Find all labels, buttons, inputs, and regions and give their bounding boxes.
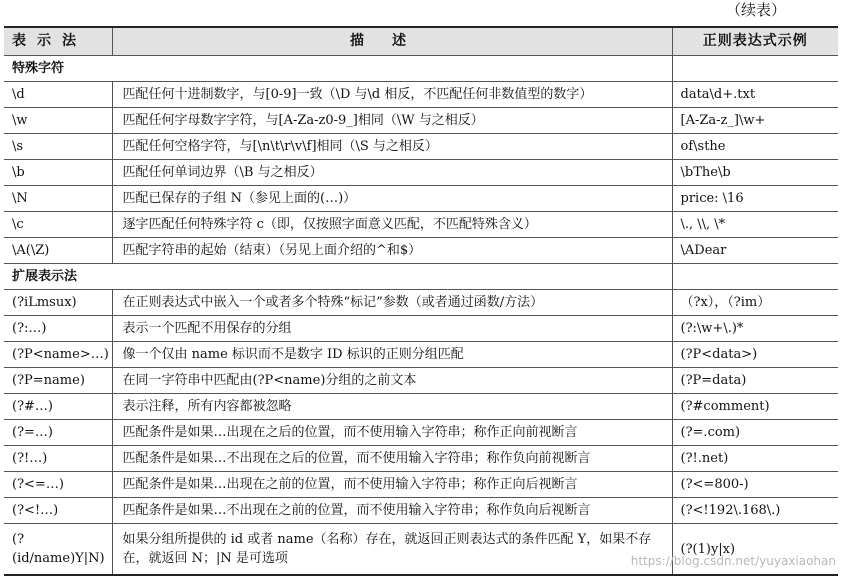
section-title-special: 特殊字符: [4, 56, 672, 82]
example-cell: of\sthe: [672, 134, 838, 160]
notation-cell: (?#…): [4, 394, 112, 420]
description-cell: 逐字匹配任何特殊字符 c（即，仅按照字面意义匹配，不匹配特殊含义）: [112, 212, 672, 238]
table-row: [4, 160, 838, 186]
header-example: 正则表达式示例: [672, 27, 838, 56]
table-row: [4, 368, 838, 394]
notation-cell: \b: [4, 160, 112, 186]
description-cell: 像一个仅由 name 标识而不是数字 ID 标识的正则分组匹配: [112, 342, 672, 368]
description-cell: 匹配条件是如果…出现在之前的位置，而不使用输入字符串；称作正向后视断言: [112, 472, 672, 498]
notation-cell: \c: [4, 212, 112, 238]
description-cell: 在同一字符串中匹配由(?P<name)分组的之前文本: [112, 368, 672, 394]
table-row: [4, 446, 838, 472]
description-cell: 匹配已保存的子组 N（参见上面的(…)）: [112, 186, 672, 212]
notation-cell: \N: [4, 186, 112, 212]
table-row: [4, 420, 838, 446]
section-row-extension: [4, 264, 838, 290]
example-cell: (?:\w+\.)*: [672, 316, 838, 342]
notation-cell: \A(\Z): [4, 238, 112, 264]
example-cell: \., \\, \*: [672, 212, 838, 238]
continued-label: （续表）: [725, 1, 786, 19]
example-cell: [A-Za-z_]\w+: [672, 108, 838, 134]
description-cell: 在正则表达式中嵌入一个或者多个特殊“标记”参数（或者通过函数/方法）: [112, 290, 672, 316]
table-header-row: [4, 27, 838, 56]
description-cell: 匹配条件是如果…出现在之后的位置，而不使用输入字符串；称作正向前视断言: [112, 420, 672, 446]
description-cell: 匹配任何字母数字字符，与[A-Za-z0-9_]相同（\W 与之相反）: [112, 108, 672, 134]
header-description: 描述: [112, 27, 672, 56]
description-cell: 如果分组所提供的 id 或者 name（名称）存在，就返回正则表达式的条件匹配 Y，如果不存在，就返回 N；|N 是可选项: [112, 524, 672, 576]
notation-cell: (?P=name): [4, 368, 112, 394]
example-cell: price: \16: [672, 186, 838, 212]
description-cell: 匹配条件是如果…不出现在之前的位置，而不使用输入字符串；称作负向后视断言: [112, 498, 672, 524]
notation-cell: (?!…): [4, 446, 112, 472]
description-cell: 匹配任何空格字符，与[\n\t\r\v\f]相同（\S 与之相反）: [112, 134, 672, 160]
description-cell: 匹配条件是如果…不出现在之后的位置，而不使用输入字符串；称作负向前视断言: [112, 446, 672, 472]
table-row: [4, 238, 838, 264]
table-row: [4, 212, 838, 238]
notation-cell: \w: [4, 108, 112, 134]
example-cell: \bThe\b: [672, 160, 838, 186]
section-empty-cell: [672, 264, 838, 290]
notation-cell: (?iLmsux): [4, 290, 112, 316]
watermark: https://blog.csdn.net/yuyaxiaohan: [630, 554, 836, 568]
notation-cell: (?=…): [4, 420, 112, 446]
section-row-special: [4, 56, 838, 82]
notation-cell: (?:…): [4, 316, 112, 342]
notation-cell: (?(id/name)Y|N): [4, 524, 112, 576]
example-cell: （?x），（?im）: [672, 290, 838, 316]
table-row: [4, 342, 838, 368]
table-row: [4, 134, 838, 160]
table-row: [4, 498, 838, 524]
notation-cell: \d: [4, 82, 112, 108]
table-row: [4, 82, 838, 108]
notation-cell: (?P<name>…): [4, 342, 112, 368]
description-cell: 表示注释，所有内容都被忽略: [112, 394, 672, 420]
example-cell: (?<!192\.168\.): [672, 498, 838, 524]
table-row: [4, 472, 838, 498]
example-cell: (?=.com): [672, 420, 838, 446]
regex-reference-table: [4, 26, 838, 576]
description-cell: 匹配字符串的起始（结束）（另见上面介绍的^和$）: [112, 238, 672, 264]
table-row: [4, 186, 838, 212]
table-row: [4, 316, 838, 342]
notation-cell: \s: [4, 134, 112, 160]
example-cell: \ADear: [672, 238, 838, 264]
description-cell: 表示一个匹配不用保存的分组: [112, 316, 672, 342]
description-cell: 匹配任何十进制数字，与[0-9]一致（\D 与\d 相反，不匹配任何非数值型的数字）: [112, 82, 672, 108]
example-cell: data\d+.txt: [672, 82, 838, 108]
example-cell: (?<=800-): [672, 472, 838, 498]
table-row: [4, 394, 838, 420]
table-row: [4, 290, 838, 316]
example-cell: (?(1)y|x): [672, 524, 838, 576]
example-cell: (?!.net): [672, 446, 838, 472]
notation-cell: (?<!…): [4, 498, 112, 524]
section-title-extension: 扩展表示法: [4, 264, 672, 290]
notation-cell: (?<=…): [4, 472, 112, 498]
example-cell: (?#comment): [672, 394, 838, 420]
header-notation: 表示法: [4, 27, 112, 56]
description-cell: 匹配任何单词边界（\B 与之相反）: [112, 160, 672, 186]
table-row: [4, 108, 838, 134]
example-cell: (?P<data>): [672, 342, 838, 368]
example-cell: (?P=data): [672, 368, 838, 394]
section-empty-cell: [672, 56, 838, 82]
